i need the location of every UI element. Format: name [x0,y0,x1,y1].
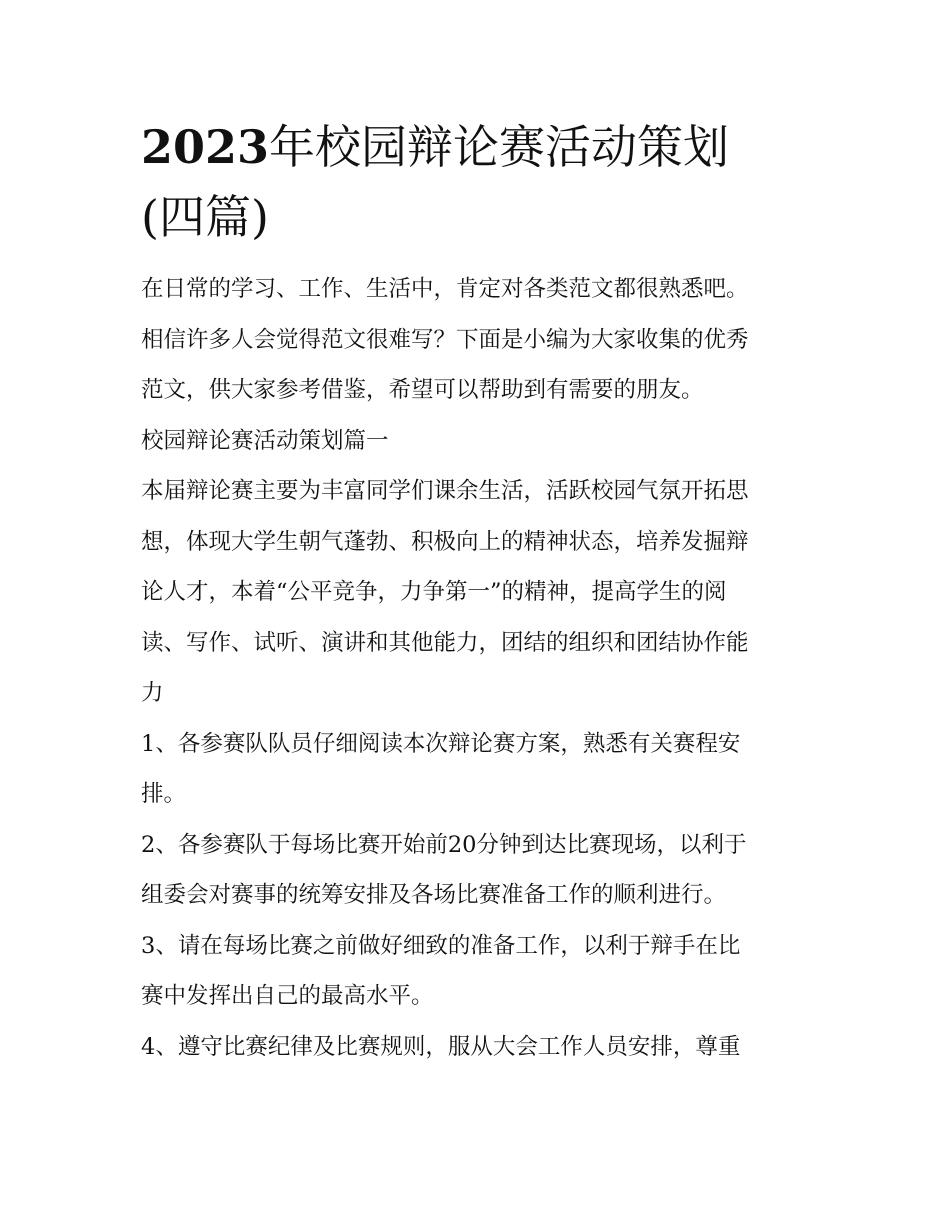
purpose-line: 论人才，本着“公平竞争，力争第一”的精神，提高学生的阅 [141,579,727,605]
rule-line: 赛中发挥出自己的最高水平。 [141,983,434,1009]
title-line-2: (四篇) [141,190,269,244]
purpose-paragraph [141,466,821,719]
document-body [141,264,821,1072]
title-line-1 [141,112,821,182]
rule-line: 4、遵守比赛纪律及比赛规则，服从大会工作人员安排，尊重 [141,1033,741,1060]
rule-line: 3、请在每场比赛之前做好细致的准备工作，以利于辩手在比 [141,932,741,959]
intro-paragraph [141,264,821,416]
rule-item-4 [141,1022,821,1073]
section-heading [141,416,821,467]
purpose-line: 读、写作、试听、演讲和其他能力，团结的组织和团结协作能 [141,629,749,656]
title-year: 2023 [141,120,270,174]
rule-line: 2、各参赛队于每场比赛开始前20分钟到达比赛现场，以利于 [141,831,747,858]
intro-line: 相信许多人会觉得范文很难写？下面是小编为大家收集的优秀 [141,326,749,353]
rule-item-1 [141,719,821,820]
intro-line: 在日常的学习、工作、生活中，肯定对各类范文都很熟悉吧。 [141,276,749,302]
purpose-line: 想，体现大学生朝气蓬勃、积极向上的精神状态，培养发掘辩 [141,528,749,555]
intro-line: 范文，供大家参考借鉴，希望可以帮助到有需要的朋友。 [141,377,704,403]
document-page [141,112,821,1072]
document-title [141,112,821,252]
rule-line: 排。 [141,781,187,807]
rule-line: 1、各参赛队队员仔细阅读本次辩论赛方案，熟悉有关赛程安 [141,730,741,757]
rule-item-3 [141,921,821,1022]
section-heading-text: 校园辩论赛活动策划篇一 [141,427,389,454]
purpose-line: 本届辩论赛主要为丰富同学们课余生活，活跃校园气氛开拓思 [141,478,749,504]
rule-line: 组委会对赛事的统筹安排及各场比赛准备工作的顺利进行。 [141,882,727,908]
purpose-line: 力 [141,680,164,706]
rule-item-2 [141,820,821,921]
title-text: 年校园辩论赛活动策划 [269,120,730,174]
